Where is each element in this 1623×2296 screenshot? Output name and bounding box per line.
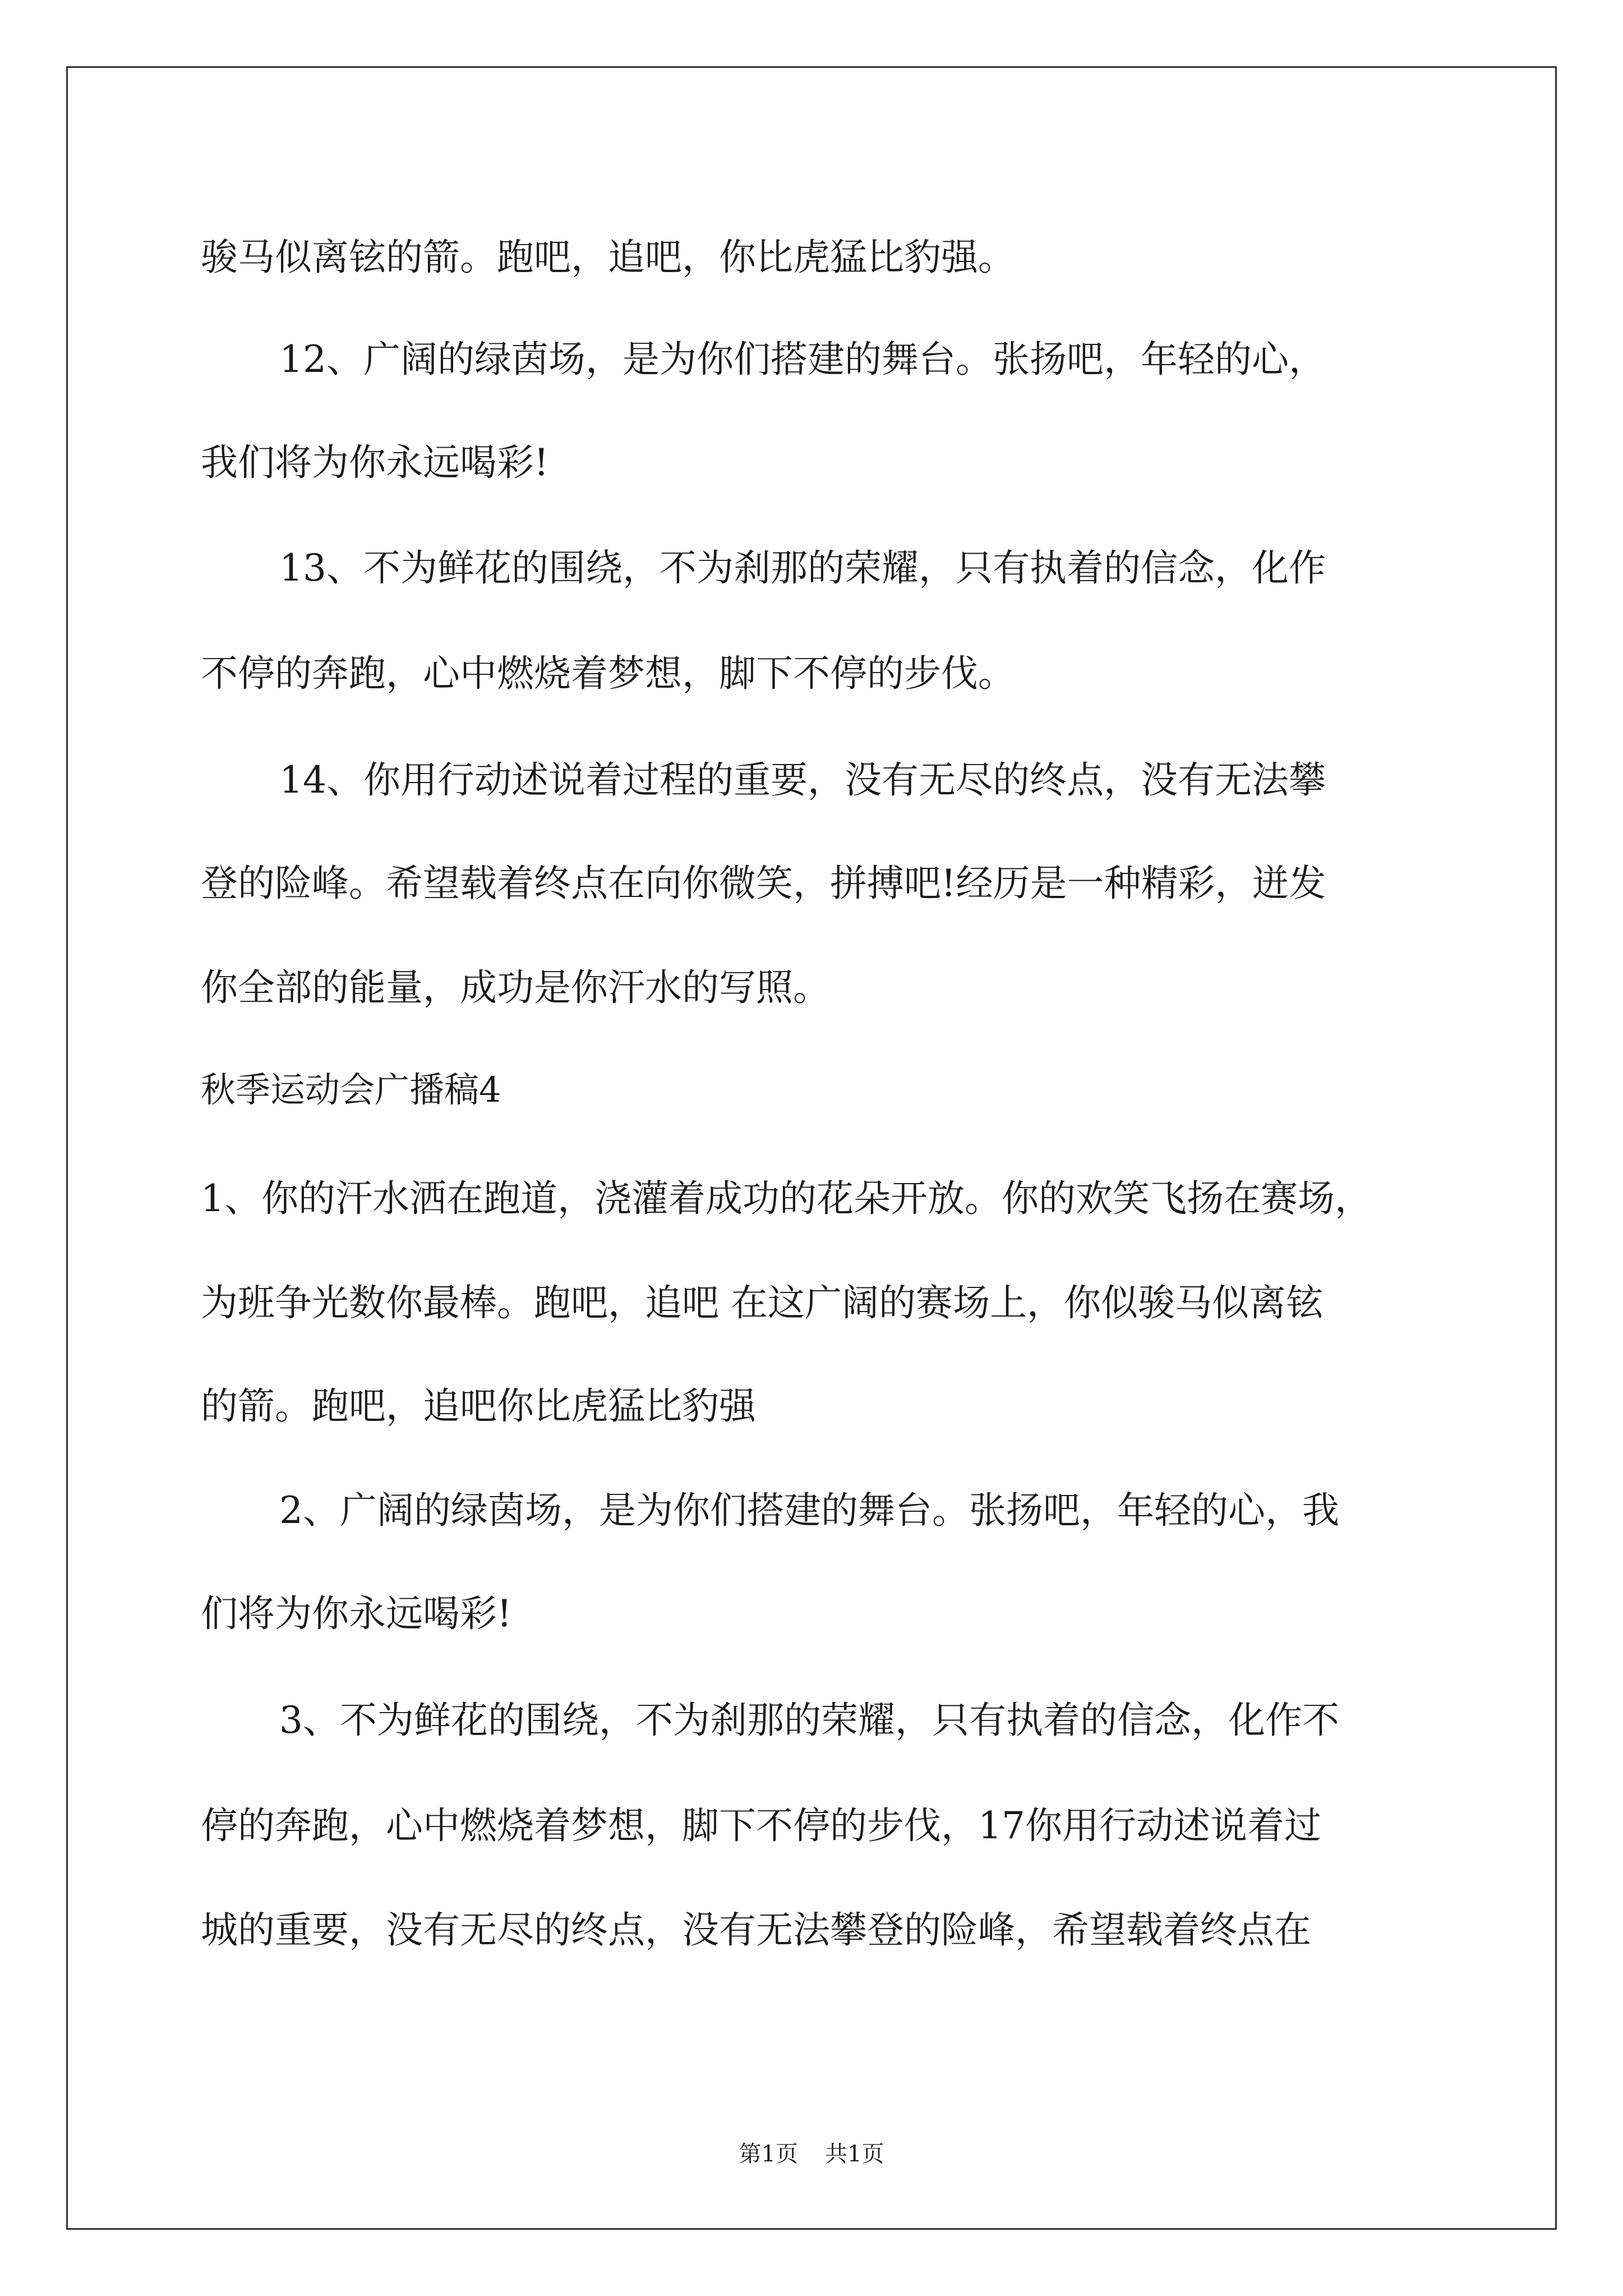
page-total: 共1页: [825, 2141, 884, 2167]
text-line: 你全部的能量，成功是你汗水的写照。: [201, 966, 830, 1009]
text-line: 为班争光数你最棒。跑吧，追吧 在这广阔的赛场上，你似骏马似离铉: [201, 1281, 1323, 1324]
page-footer: [0, 2136, 1623, 2168]
text-line: 城的重要，没有无尽的终点，没有无法攀登的险峰，希望载着终点在: [201, 1908, 1311, 1952]
text-line: 2、广阔的绿茵场，是为你们搭建的舞台。张扬吧，年轻的心，我: [279, 1489, 1339, 1532]
text-line: 12、广阔的绿茵场，是为你们搭建的舞台。张扬吧，年轻的心，: [279, 338, 1326, 381]
page-border: [66, 66, 1557, 2230]
section-heading: 秋季运动会广播稿4: [201, 1069, 501, 1110]
text-line: 1、你的汗水洒在跑道，浇灌着成功的花朵开放。你的欢笑飞扬在赛场，: [201, 1177, 1372, 1220]
text-line: 14、你用行动述说着过程的重要，没有无尽的终点，没有无法攀: [279, 758, 1326, 802]
text-line: 登的险峰。希望载着终点在向你微笑，拼搏吧!经历是一种精彩，迸发: [201, 862, 1326, 905]
text-line: 停的奔跑，心中燃烧着梦想，脚下不停的步伐，17你用行动述说着过: [201, 1804, 1321, 1847]
text-line: 们将为你永远喝彩!: [201, 1592, 512, 1635]
page-number: 第1页: [739, 2141, 798, 2167]
text-line: 的箭。跑吧，追吧你比虎猛比豹强: [201, 1384, 756, 1428]
text-line: 我们将为你永远喝彩!: [201, 441, 549, 484]
text-line: 3、不为鲜花的围绕，不为刹那的荣耀，只有执着的信念，化作不: [279, 1699, 1339, 1742]
text-line: 骏马似离铉的箭。跑吧，追吧，你比虎猛比豹强。: [201, 236, 1015, 279]
text-line: 13、不为鲜花的围绕，不为刹那的荣耀，只有执着的信念，化作: [279, 546, 1326, 590]
text-line: 不停的奔跑，心中燃烧着梦想，脚下不停的步伐。: [201, 652, 1015, 695]
